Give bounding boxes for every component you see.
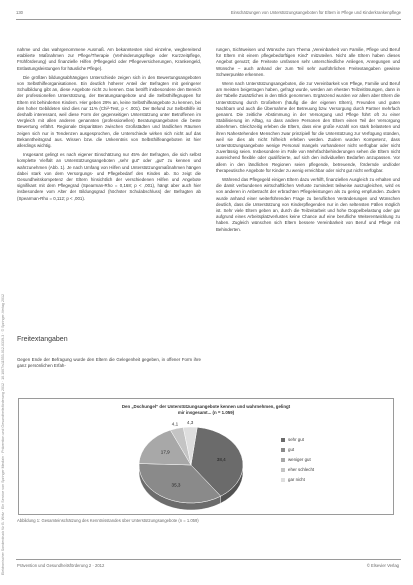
sidebar-text: Elektronischer Sonderdruck für B. Wirtz · Ein Service von Springer Medizin · Prävention und Gesundheitsförderung 2012 · 10.1007/s11553-012-0339-3 · © Springer-Verlag 2012 <box>1 293 5 575</box>
figure-title-line-1: Den „Dschungel“ der Unterstützungsangebote kennen und wahrnehmen, gelingt <box>121 404 291 409</box>
pie-value-label: 35,3 <box>171 482 181 488</box>
pie-value-label: 4,1 <box>171 421 179 427</box>
legend-swatch <box>281 478 285 482</box>
section-title: Freitextangaben <box>17 336 68 343</box>
footer-journal: Prävention und Gesundheitsförderung 2 · 2012 <box>17 563 105 568</box>
paragraph: Die größten bildungsabhängigen Unterschiede zeigen sich in den Bewertungsangeboten von Selbsthilfeorganisationen. Ein deutlich höherer Anteil der Befragten mit geringerer Schulbildung gibt an, diese Angebote nicht zu kennen. Das betrifft insbesondere den Bereich der professionellen Unterstützung, der Beratungsangebote und die Selbsthilfegruppen für Eltern mit behinderten Kindern. Hier geben 29% an, keine Selbsthilfeangebote zu kennen, bei den hoher Gebildeten sind dies nur 11% (Chi²-Test, p < .001). Der Befund zur Selbsthilfe ist deshalb interessant, weil diese Form der gegenseitigen Unterstützung unter Betroffenen im Vergleich mit allen anderen genannten (professionellen) Beratungsangeboten die beste Bewertung erfährt. Regionale Disparitäten zwischen Großstädten und ländlichen Räumen zeigen sich nur in Tendenzen ausgesprochen, die Unterschiede wirken sich nicht auf das Bekanntheitsgrad aus. Wissen bzw. die Unkenntnis von Selbsthilfeangeboten ist hier allerdings wichtig. <box>17 74 201 149</box>
pie-value-label: 17,9 <box>160 449 170 455</box>
legend-item <box>281 465 314 475</box>
paragraph: nahme und das wahrgenommene Ausmaß. Am bekanntesten sind einzelne, wegbereitend etablierte Maßnahmen zur Pflege/Therapie (Verhinderungspflege oder Kurzzeitpflege, Frühförderung) und finanzielle Hilfen (Pflegegeld oder Pflegeversicherungen, Krankengeld, Entlastungsleistungen für häusliche Pflege). <box>17 47 201 71</box>
legend-item <box>281 435 314 445</box>
paragraph: Insgesamt gelingt es nach eigener Einschätzung nur 45% der Befragten, die sich selbst komplette Vielfalt an Unterstützungsangeboten „sehr gut“ oder „gut“ zu kennen und wahrzunehmen (Abb. 1). Je nach Umfang von Hilfen und Unterstützungsmaßnahmen hängen dabei stark von dem Versorgungs- und Pflegebedarf des Kindes ab. So zeigt die Gesundheitskompetenz der Eltern hinsichtlich der verschiedenen Hilfen und Angebote signifikant mit dem Pflegegrad (Spearman-Rho = 0,168; p < ,001), hängt aber auch hier insbesondere vom Alter der Bildungsgrad (höchster Schulabschluss) der Befragten ab (Spearman-Rho = 0,112; p < ,001). <box>17 152 201 201</box>
legend-item <box>281 445 314 455</box>
chart-legend <box>281 435 314 485</box>
footer-rule <box>16 559 401 560</box>
page-number: 130 <box>16 10 23 15</box>
paragraph: rungen, Sichtweisen und Wünsche zum Thema „Vereinbarkeit von Familie, Pflege und Beruf für Eltern mit einem pflegebedürftigen Kind“ mitzuteilen. Nicht alle Eltern haben dieses Angebot genutzt; die Freitexte umfassen sehr unterschiedliche Anliegen, Anregungen und Wünsche – auch anhand der zum Teil sehr ausführlichen Freitextangaben gewisse Schwerpunkte erkennen. <box>216 47 400 77</box>
legend-label: weniger gut <box>288 457 311 462</box>
paragraph: Während das Pflegegeld einigen Eltern dazu verhilft, finanziellen Ausgleich zu erhalten und die damit verbundenen wirtschaftlichen Verluste zumindest teilweise auszugleichen, wird es von anderen in Anbetracht der erbrachten Pflegeleistungen als zu gering empfunden. Zudem wurde anhand einer weiterführenden Frage zu beruflichen Veränderungen und Wünschen deutlich, dass die Unterstützung von Kinderpflegenden nur in den seltensten Fällen möglich ist. Sehr viele Eltern geben an, durch die Teilzeitarbeit und hohe Doppelbelastung oder gar aufgrund eines Arbeitsplatzverlustes keine Chance auf eine berufliche Weiterentwicklung zu haben. Zugleich wünschen sich Eltern bessere Vereinbarkeit von Beruf und Pflege mit Behinderten. <box>216 177 400 232</box>
legend-label: gut <box>288 447 295 452</box>
running-title: Einschätzungen von Unterstützungsangeboten für Eltern in Pflege und Kinderkrankenpflege <box>230 10 401 15</box>
left-column-bottom <box>17 357 201 394</box>
paragraph: Wenn nach Unterstützungsangeboten, die zur Vereinbarkeit von Pflege, Familie und Beruf am meisten beigetragen haben, gefragt wurde, werden am ehesten Teilzeitlösungen, dann in der Tabelle Zusätzliches in den Blick genommen. Ergänzend wurden vor allem aber Eltern die Unterstützung durch Großeltern (häufig die der eigenen Eltern), Freunden und guten Nachbarn und auch die Übernahme der Betreuung bzw. Versorgung durch Partner mehrfach genannt. Die zeitliche Abstimmung in der Versorgung und Pflege führt oft zu einer Stabilisierung im Alltag, so dass andere Personen den Eltern einen Teil der Versorgung abnehmen. Gleichzeitig erleben die Eltern, dass eine große Anzahl von stark belasteten und ihren Nahestehenden Menschen zwar prinzipiell für die Unterstützung zur Verfügung stünden, weil sie dies als nicht hilfreich erleben werden. Zudem wurden Kompetenz, dass Unterstützungsangebote wenige Personal mangels vorhandener nicht verfügbar oder nicht zuverlässig seien. Insbesondere im Falle von Mehrfachbehinderungen sehen die Eltern nicht ausreichend flexible oder qualifizierte, auf sich den individuellen Bedarfen anzupassen. Vor allem in den ländlichen Regionen seien pflegende, betreuende, fördernde und/oder therapeutische Angebote für Kinder zu wenig erreichbar oder nicht gut nicht verfügbar. <box>216 81 400 173</box>
pie-chart <box>19 399 393 514</box>
right-column <box>216 47 400 236</box>
footer-publisher: © Elsevier Verlag <box>366 563 399 568</box>
figure-title-line-2: mir insgesamt... (n = 1.059) <box>177 410 235 415</box>
legend-label: gar nicht <box>288 477 305 482</box>
pie-value-label: 38,4 <box>216 456 226 462</box>
sidebar-watermark <box>1 10 9 575</box>
legend-swatch <box>281 448 285 452</box>
paragraph: Gegen Ende der Befragung wurde den Eltern die Gelegenheit gegeben, in offener Form ihre ganz persönlichen Erfah- <box>17 357 201 369</box>
legend-label: sehr gut <box>288 437 304 442</box>
legend-swatch <box>281 468 285 472</box>
legend-item <box>281 475 314 485</box>
pie-value-label: 4,3 <box>186 419 194 425</box>
legend-swatch <box>281 458 285 462</box>
figure-box <box>18 398 394 515</box>
legend-label: eher schlecht <box>288 467 315 472</box>
header-rule <box>16 19 401 20</box>
left-column <box>17 47 201 205</box>
figure-caption: Abbildung 1: Gesamteinschätzung des Kenntnisstandes über Unterstützungsangebote (n = 1.059) <box>17 518 199 523</box>
legend-swatch <box>281 438 285 442</box>
legend-item <box>281 455 314 465</box>
